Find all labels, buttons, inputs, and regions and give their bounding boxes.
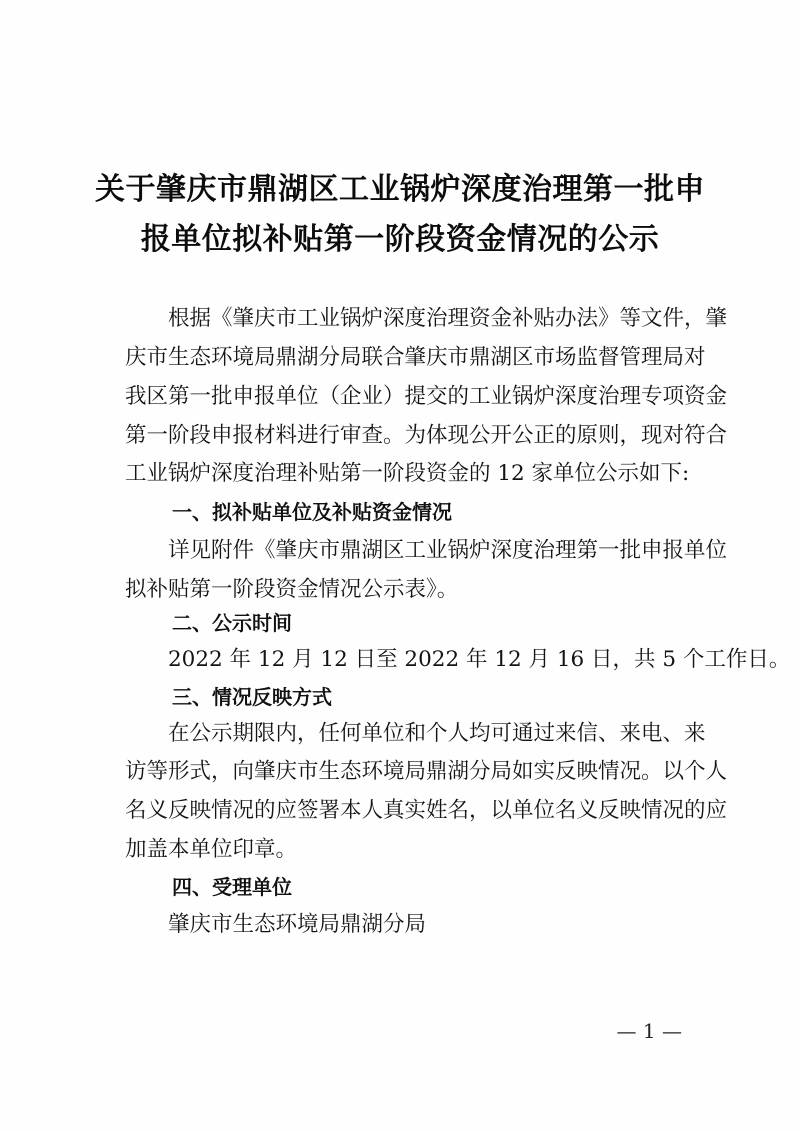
page-number: — 1 — — [616, 1019, 682, 1043]
document-title-line-1: 关于肇庆市鼎湖区工业锅炉深度治理第一批申 — [95, 172, 705, 207]
section-heading-3: 三、情况反映方式 — [172, 685, 332, 709]
section-2-line: 2022 年 12 月 12 日至 2022 年 12 月 16 日，共 5 个工作日。 — [168, 647, 791, 672]
section-4-line: 肇庆市生态环境局鼎湖分局 — [168, 912, 427, 937]
intro-paragraph-line: 工业锅炉深度治理补贴第一阶段资金的 12 家单位公示如下: — [125, 461, 690, 486]
intro-paragraph-line: 第一阶段申报材料进行审查。为体现公开公正的原则，现对符合 — [125, 423, 728, 448]
section-heading-1: 一、拟补贴单位及补贴资金情况 — [172, 500, 452, 524]
section-3-line: 加盖本单位印章。 — [125, 837, 298, 862]
section-3-line: 访等形式，向肇庆市生态环境局鼎湖分局如实反映情况。以个人 — [125, 759, 728, 784]
section-heading-2: 二、公示时间 — [172, 611, 292, 635]
intro-paragraph-line: 庆市生态环境局鼎湖分局联合肇庆市鼎湖区市场监督管理局对 — [125, 345, 706, 370]
intro-paragraph-line: 根据《肇庆市工业锅炉深度治理资金补贴办法》等文件，肇 — [168, 306, 728, 331]
document-title-line-2: 报单位拟补贴第一阶段资金情况的公示 — [140, 222, 660, 257]
section-3-line: 在公示期限内，任何单位和个人均可通过来信、来电、来 — [168, 721, 706, 746]
section-3-line: 名义反映情况的应签署本人真实姓名，以单位名义反映情况的应 — [125, 798, 728, 823]
section-1-line: 拟补贴第一阶段资金情况公示表》。 — [125, 577, 459, 602]
section-1-line: 详见附件《肇庆市鼎湖区工业锅炉深度治理第一批申报单位 — [168, 538, 728, 563]
intro-paragraph-line: 我区第一批申报单位（企业）提交的工业锅炉深度治理专项资金 — [125, 384, 728, 409]
section-heading-4: 四、受理单位 — [172, 875, 292, 899]
